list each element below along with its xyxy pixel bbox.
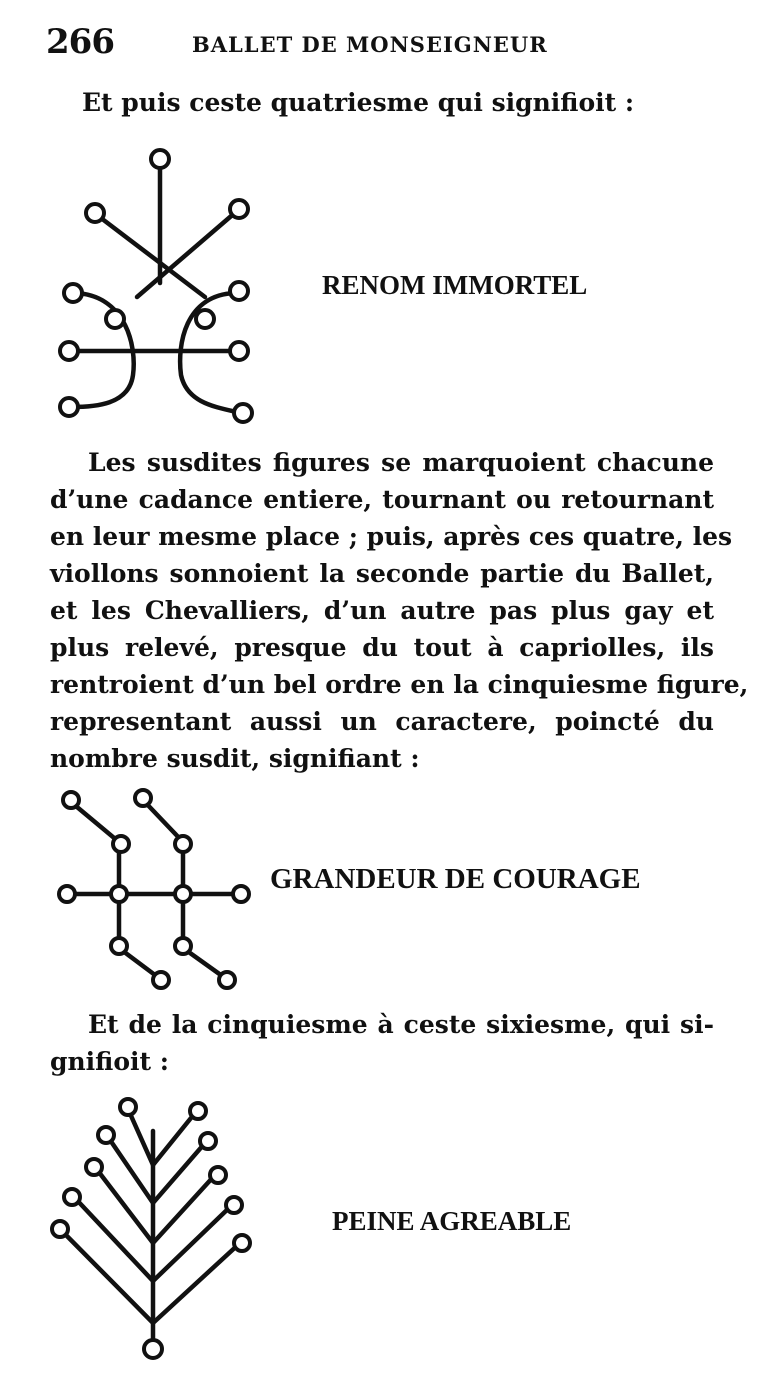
paragraph-line: et les Chevalliers, d’un autre pas plus gay et xyxy=(50,596,714,625)
page-number: 266 xyxy=(46,22,114,62)
figure-caption: RENOM IMMORTEL xyxy=(322,270,588,300)
paragraph-line: en leur mesme place ; puis, après ces quatre, les xyxy=(50,522,733,551)
intro-line: Et puis ceste quatriesme qui signifioit : xyxy=(82,88,635,117)
paragraph-line: Les susdites figures se marquoient chacune xyxy=(88,448,714,477)
figure-caption: PEINE AGREABLE xyxy=(332,1206,572,1236)
running-head: BALLET DE MONSEIGNEUR xyxy=(192,32,548,57)
dance-figure-glyph-icon xyxy=(55,790,255,990)
dance-figure-glyph-icon xyxy=(55,145,265,435)
dance-figure-glyph-icon xyxy=(50,1095,260,1365)
paragraph-line: Et de la cinquiesme à ceste sixiesme, qui si- xyxy=(88,1010,714,1039)
paragraph-line: d’une cadance entiere, tournant ou retournant xyxy=(50,485,714,514)
paragraph-line: gnifioit : xyxy=(50,1047,169,1076)
paragraph-line: representant aussi un caractere, poincté du xyxy=(50,707,714,736)
paragraph-line: plus relevé, presque du tout à capriolles, ils xyxy=(50,633,714,662)
paragraph-line: rentroient d’un bel ordre en la cinquiesme figure, xyxy=(50,670,749,699)
paragraph-line: nombre susdit, signifiant : xyxy=(50,744,420,773)
figure-caption: GRANDEUR DE COURAGE xyxy=(270,863,641,895)
paragraph-line: viollons sonnoient la seconde partie du Ballet, xyxy=(50,559,714,588)
